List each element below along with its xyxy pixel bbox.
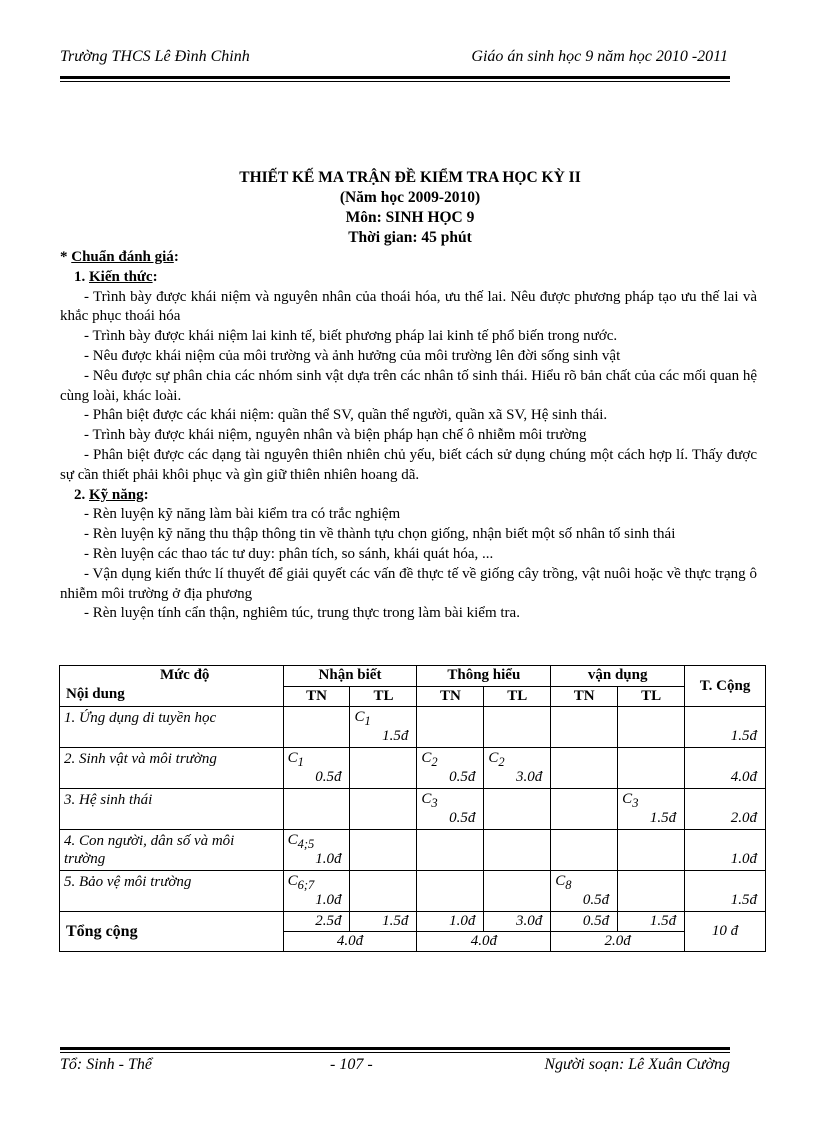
type-header: TN: [551, 686, 618, 707]
skills-item: - Rèn luyện kỹ năng thu thập thông tin về thành tựu chọn giống, nhận biết một số nhân tố sinh thái: [84, 526, 676, 543]
skills-item: - Rèn luyện kỹ năng làm bài kiểm tra có trắc nghiệm: [84, 506, 401, 523]
corner-level-label: Mức độ: [160, 667, 210, 683]
matrix-cell: [618, 830, 685, 871]
header-course: Giáo án sinh học 9 năm học 2010 -2011: [471, 48, 728, 65]
sum-level: 2.0đ: [551, 932, 685, 952]
matrix-cell: [283, 830, 350, 871]
question-points: 1.0đ: [315, 851, 342, 867]
question-code: $C_1$: [287, 750, 304, 769]
sum-part: 2.5đ: [283, 912, 350, 932]
question-points: 0.5đ: [449, 769, 476, 785]
row-total: 1.5đ: [685, 707, 766, 748]
knowledge-item: - Phân biệt được các khái niệm: quần thể SV, quần thể người, quần xã SV, Hệ sinh thái.: [84, 407, 608, 424]
matrix-cell: [551, 871, 618, 912]
matrix-cell: [484, 707, 551, 748]
knowledge-item: - Nêu được khái niệm của môi trường và ảnh hưởng của môi trường lên đời sống sinh vật: [84, 347, 621, 364]
subject: Môn: SINH HỌC 9: [345, 209, 475, 226]
grand-total: 10 đ: [685, 912, 766, 952]
table-row: [60, 871, 766, 912]
matrix-cell: [350, 748, 417, 789]
row-total: 2.0đ: [685, 789, 766, 830]
question-points: 1.0đ: [315, 892, 342, 908]
header-rule-thin: [60, 81, 730, 82]
matrix-cell: [484, 748, 551, 789]
matrix-cell: [283, 707, 350, 748]
matrix-cell: [350, 830, 417, 871]
sum-label: Tổng cộng: [60, 912, 284, 952]
header-row-levels: [60, 666, 766, 687]
matrix-cell: [618, 789, 685, 830]
skills-item: - Rèn luyện các thao tác tư duy: phân tích, so sánh, khái quát hóa, ...: [84, 545, 494, 562]
question-points: 1.5đ: [382, 728, 409, 744]
matrix-cell: [618, 871, 685, 912]
type-header: TN: [283, 686, 350, 707]
footer-rule-thick: [60, 1047, 730, 1050]
type-header: TL: [484, 686, 551, 707]
title-block: [60, 168, 760, 248]
matrix-cell: [551, 789, 618, 830]
skills-item: - Vận dụng kiến thức lí thuyết để giải quyết các vấn đề thực tế về giống cây trồng, vật nuôi hoặc về thực trạng ô nhiễm môi trường ở địa phương: [60, 565, 757, 602]
knowledge-heading: 1. Kiến thức:: [74, 268, 158, 285]
content-label: 2. Sinh vật và môi trường: [60, 748, 284, 789]
level-header: Thông hiểu: [417, 666, 551, 687]
question-code: $C_3$: [421, 791, 438, 810]
matrix-cell: [350, 707, 417, 748]
question-points: 3.0đ: [516, 769, 543, 785]
row-total: 4.0đ: [685, 748, 766, 789]
matrix-cell: [618, 748, 685, 789]
skills-heading: 2. Kỹ năng:: [74, 486, 149, 503]
corner-cell: [60, 666, 284, 707]
knowledge-item: - Trình bày được khái niệm, nguyên nhân và biện pháp hạn chế ô nhiễm môi trường: [84, 427, 587, 444]
page-number: - 107 -: [330, 1056, 373, 1073]
table-row: [60, 707, 766, 748]
type-header: TL: [618, 686, 685, 707]
sum-level: 4.0đ: [417, 932, 551, 952]
sum-part: 1.0đ: [417, 912, 484, 932]
sum-part: 3.0đ: [484, 912, 551, 932]
exam-matrix-table: [59, 665, 766, 952]
matrix-cell: [417, 830, 484, 871]
skills-item: - Rèn luyện tính cẩn thận, nghiêm túc, trung thực trong làm bài kiểm tra.: [84, 605, 520, 622]
matrix-cell: [417, 707, 484, 748]
standards-heading: * Chuẩn đánh giá:: [60, 249, 179, 265]
footer-author: Người soạn: Lê Xuân Cường: [544, 1056, 730, 1073]
content-label: 4. Con người, dân số và môi trường: [60, 830, 284, 871]
matrix-cell: [618, 707, 685, 748]
matrix-cell: [484, 830, 551, 871]
question-code: $C_3$: [622, 791, 639, 810]
sum-part: 0.5đ: [551, 912, 618, 932]
total-header: T. Cộng: [685, 666, 766, 707]
question-code: $C_2$: [488, 750, 505, 769]
page-title: THIẾT KẾ MA TRẬN ĐỀ KIỂM TRA HỌC KỲ II: [239, 169, 581, 186]
sum-row-parts: [60, 912, 766, 932]
type-header: TN: [417, 686, 484, 707]
question-code: $C_{4;5}$: [287, 832, 315, 851]
matrix-cell: [283, 789, 350, 830]
level-header: Nhận biết: [283, 666, 417, 687]
table-row: [60, 789, 766, 830]
question-code: $C_1$: [354, 709, 371, 728]
knowledge-item: - Trình bày được khái niệm lai kinh tế, biết phương pháp lai kinh tế phổ biến trong nước.: [84, 328, 618, 345]
sum-level: 4.0đ: [283, 932, 417, 952]
matrix-cell: [283, 748, 350, 789]
matrix-cell: [551, 830, 618, 871]
matrix-cell: [350, 789, 417, 830]
header-school: Trường THCS Lê Đình Chinh: [60, 48, 250, 65]
matrix-body: [60, 707, 766, 912]
matrix-cell: [484, 871, 551, 912]
matrix-cell: [417, 789, 484, 830]
header-rule-thick: [60, 76, 730, 79]
question-code: $C_2$: [421, 750, 438, 769]
level-header: vận dụng: [551, 666, 685, 687]
matrix-cell: [350, 871, 417, 912]
question-points: 1.5đ: [649, 810, 677, 826]
matrix-cell: [417, 748, 484, 789]
knowledge-item: - Trình bày được khái niệm và nguyên nhân của thoái hóa, ưu thế lai. Nêu được phương pháp tạo ưu thế lai và khắc phục thoái hóa: [60, 288, 757, 325]
duration: Thời gian: 45 phút: [348, 229, 472, 246]
table-row: [60, 748, 766, 789]
corner-content-label: Nội dung: [66, 686, 125, 702]
question-points: 0.5đ: [315, 769, 342, 785]
question-points: 0.5đ: [582, 892, 610, 908]
knowledge-item: - Phân biệt được các dạng tài nguyên thiên nhiên chủ yếu, biết cách sử dụng chúng một cách hợp lí. Thấy được sự cần thiết phải khôi phục và gìn giữ thiên nhiên hoang dã.: [60, 446, 757, 483]
question-points: 0.5đ: [449, 810, 476, 826]
footer-rule-thin: [60, 1052, 730, 1053]
matrix-cell: [283, 871, 350, 912]
matrix-cell: [551, 748, 618, 789]
row-total: 1.0đ: [685, 830, 766, 871]
matrix-cell: [484, 789, 551, 830]
type-header: TL: [350, 686, 417, 707]
footer-dept: Tổ: Sinh - Thể: [60, 1056, 152, 1073]
sum-part: 1.5đ: [618, 912, 685, 932]
standards-section: [60, 248, 757, 624]
sum-part: 1.5đ: [350, 912, 417, 932]
question-code: $C_8$: [555, 873, 572, 892]
row-total: 1.5đ: [685, 871, 766, 912]
content-label: 3. Hệ sinh thái: [60, 789, 284, 830]
matrix-cell: [417, 871, 484, 912]
knowledge-item: - Nêu được sự phân chia các nhóm sinh vật dựa trên các nhân tố sinh thái. Hiểu rõ bản chất của các mối quan hệ cùng loài, khác loài.: [60, 367, 757, 404]
matrix-cell: [551, 707, 618, 748]
content-label: 1. Ứng dụng di tuyền học: [60, 707, 284, 748]
school-year: (Năm học 2009-2010): [339, 189, 481, 206]
question-code: $C_{6;7}$: [287, 873, 315, 892]
content-label: 5. Bảo vệ môi trường: [60, 871, 284, 912]
table-row: [60, 830, 766, 871]
